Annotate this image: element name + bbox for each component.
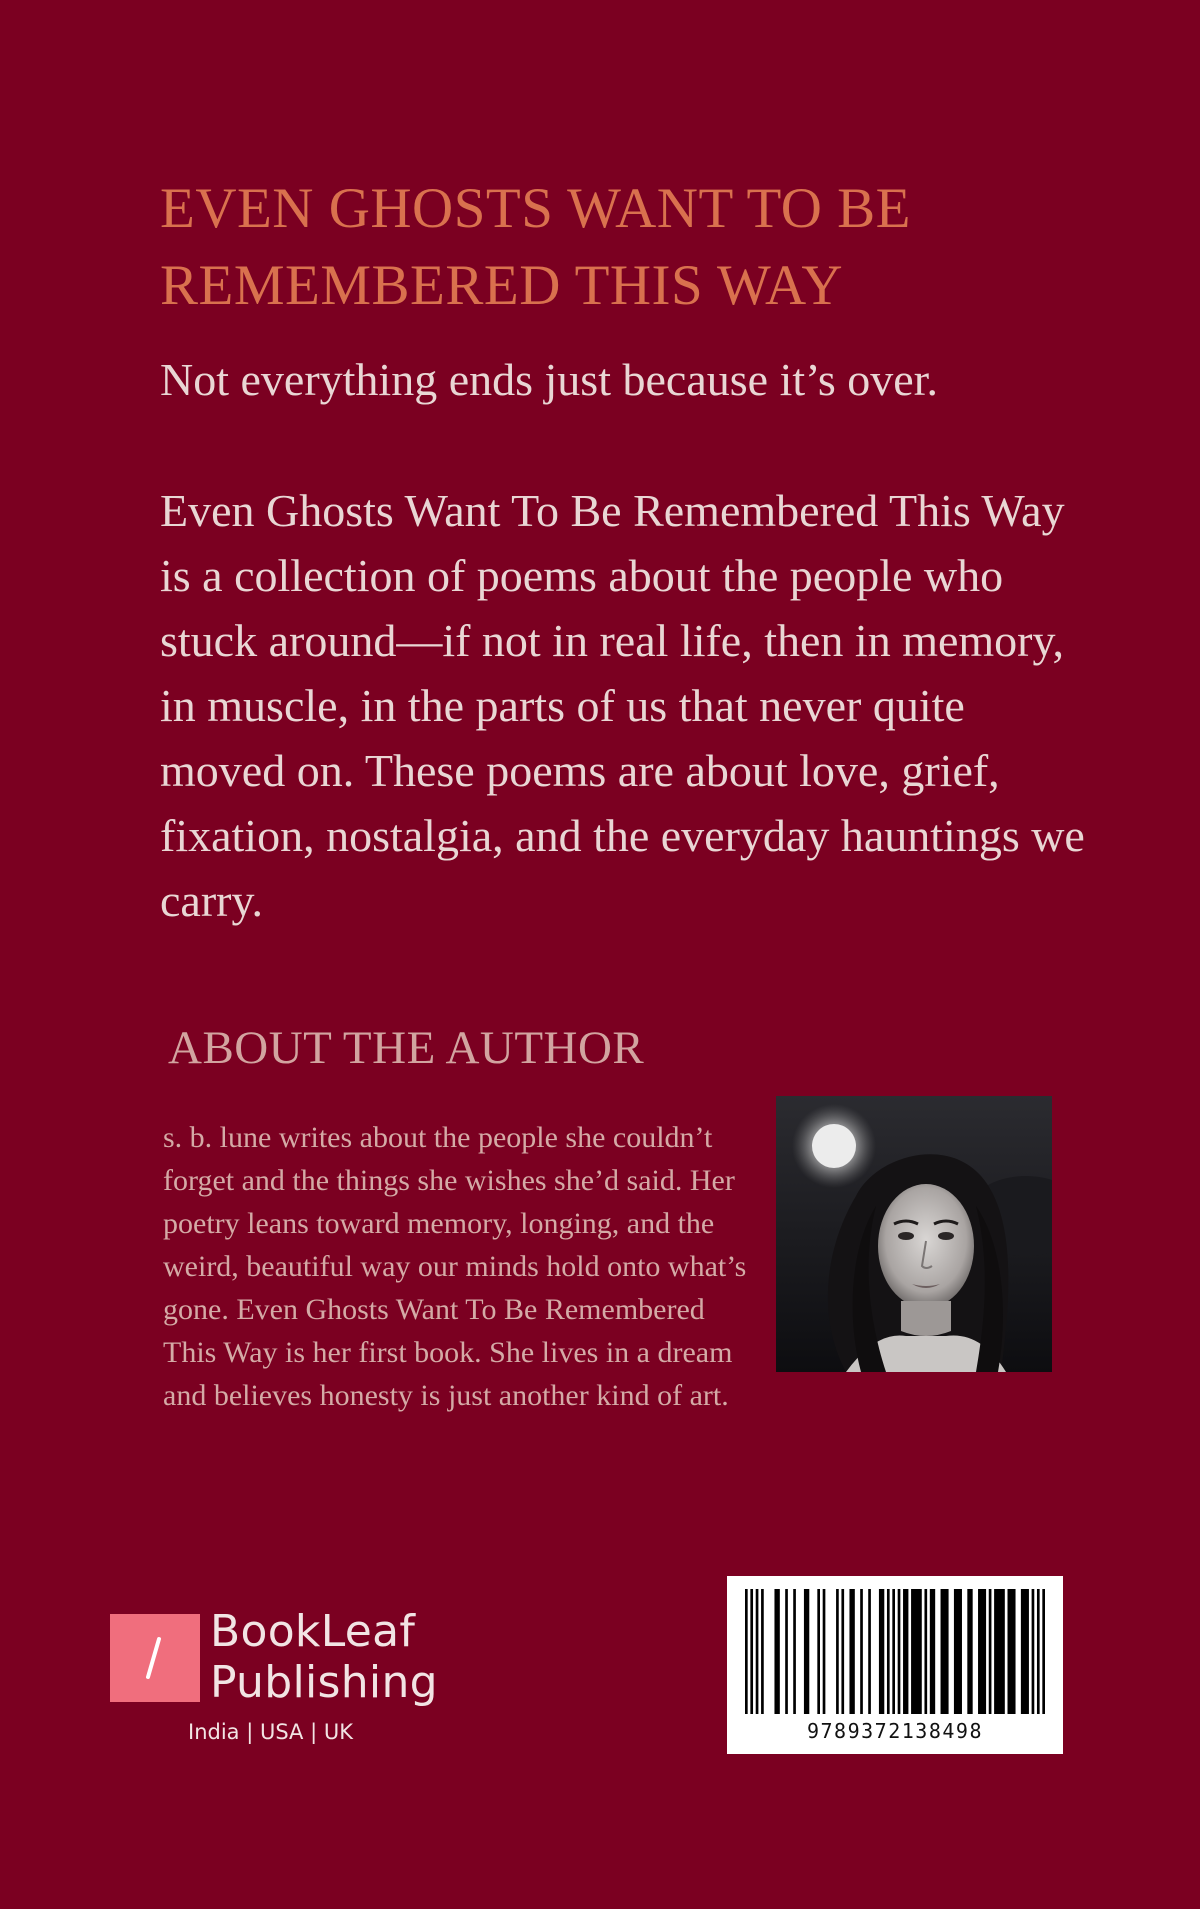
barcode-bar xyxy=(756,1589,759,1714)
author-bio: s. b. lune writes about the people she couldn’t forget and the things she wishes she’d said. Her poetry leans toward memory, longing, and the weird, beautiful way our minds hold onto what’s gone. Even Ghosts Want To Be Remembered This Way is her first book. She lives in a dream and believes honesty is just another kind of art. xyxy=(163,1121,747,1412)
publisher-name-line-1: BookLeaf xyxy=(210,1606,416,1657)
barcode-bar xyxy=(1008,1589,1016,1714)
barcode-bar xyxy=(892,1589,895,1714)
barcode-bar xyxy=(823,1589,826,1714)
barcode-bar xyxy=(860,1589,863,1714)
barcode-bar xyxy=(817,1589,820,1714)
barcode-bar xyxy=(898,1589,901,1714)
book-title-line-1: EVEN GHOSTS WANT TO BE xyxy=(160,177,911,240)
barcode-bar xyxy=(930,1589,935,1714)
barcode-bar xyxy=(887,1589,890,1714)
barcode-bar xyxy=(868,1589,871,1714)
barcode-bar xyxy=(1037,1589,1040,1714)
barcode-bar xyxy=(793,1589,796,1714)
barcode-bar xyxy=(804,1589,809,1714)
publisher-name-line-2: Publishing xyxy=(210,1657,438,1708)
publisher-block xyxy=(110,1606,470,1762)
barcode-bar xyxy=(941,1589,949,1714)
book-blurb: Even Ghosts Want To Be Remembered This Way is a collection of poems about the people who stuck around—if not in real life, then in memory, in muscle, in the parts of us that never quite moved on. These poems are about love, grief, fixation, nostalgia, and the everyday hauntings we carry. xyxy=(160,485,1085,926)
author-portrait-image xyxy=(776,1096,1052,1372)
barcode-bar xyxy=(924,1589,927,1714)
barcode-bar xyxy=(849,1589,854,1714)
author-photo xyxy=(776,1096,1052,1372)
barcode-bar xyxy=(1032,1589,1035,1714)
publisher-regions: India | USA | UK xyxy=(188,1720,353,1744)
barcode-bar xyxy=(1042,1589,1045,1714)
barcode-bar xyxy=(774,1589,779,1714)
barcode-bars xyxy=(745,1589,1045,1714)
barcode-bar xyxy=(989,1589,992,1714)
book-tagline: Not everything ends just because it’s over. xyxy=(160,354,939,405)
barcode-bar xyxy=(978,1589,986,1714)
slash-logo-icon xyxy=(110,1614,200,1702)
barcode-bar xyxy=(954,1589,962,1714)
isbn-barcode xyxy=(727,1576,1063,1754)
publisher-name xyxy=(210,1606,438,1708)
about-author-heading: ABOUT THE AUTHOR xyxy=(168,1022,645,1074)
barcode-bar xyxy=(750,1589,753,1714)
barcode-bar xyxy=(745,1589,748,1714)
barcode-bar xyxy=(1021,1589,1029,1714)
isbn-number: 9789372138498 xyxy=(806,1719,984,1743)
barcode-bar xyxy=(911,1589,922,1714)
barcode-bar xyxy=(879,1589,884,1714)
barcode-bar xyxy=(967,1589,972,1714)
barcode-bar xyxy=(841,1589,844,1714)
barcode-bar xyxy=(994,1589,1005,1714)
barcode-bar xyxy=(903,1589,908,1714)
barcode-bar xyxy=(836,1589,839,1714)
book-title xyxy=(160,170,1060,324)
barcode-bar xyxy=(761,1589,764,1714)
barcode-bar xyxy=(785,1589,788,1714)
book-title-line-2: REMEMBERED THIS WAY xyxy=(160,254,844,317)
